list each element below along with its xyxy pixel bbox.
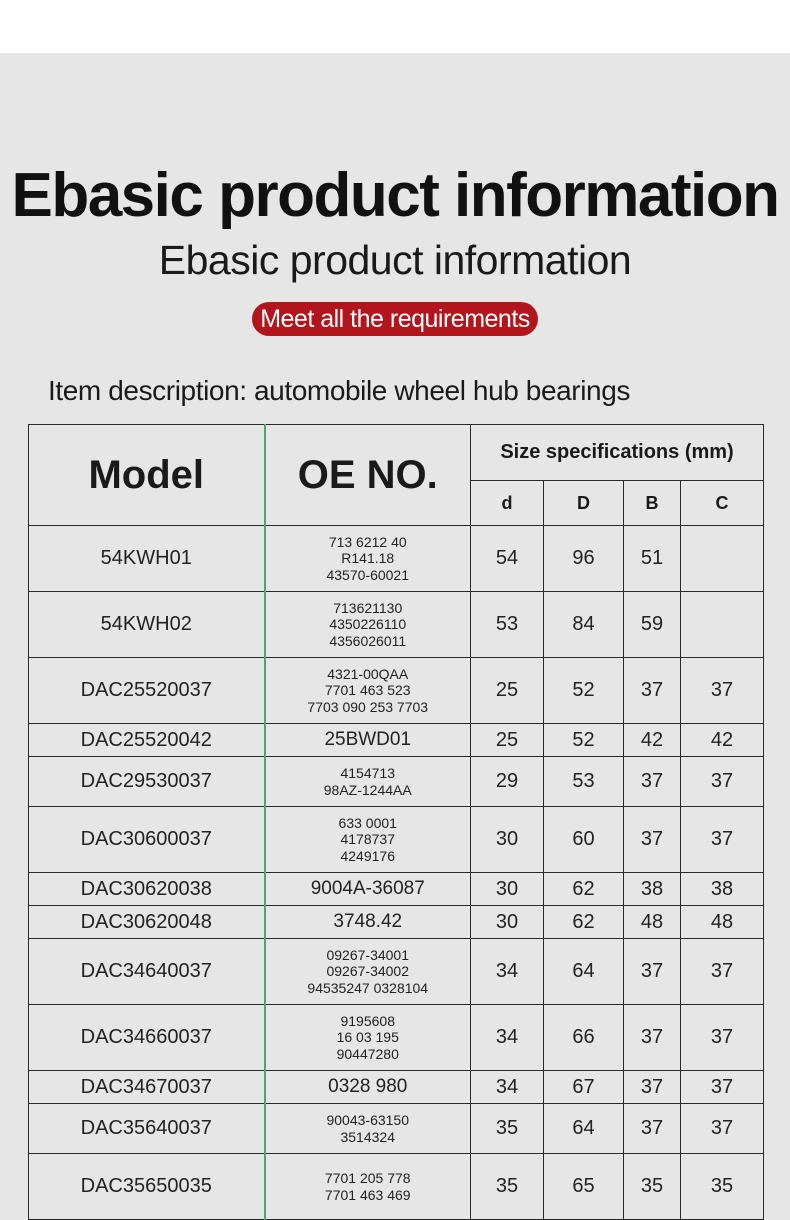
size-B-cell: 37 [624, 757, 681, 807]
model-cell: DAC30600037 [29, 807, 265, 873]
size-C-cell: 37 [681, 807, 764, 873]
oe-cell [265, 939, 471, 1005]
size-C-cell: 38 [681, 873, 764, 906]
size-B-cell: 37 [624, 1005, 681, 1071]
oe-number: 4154713 [340, 765, 395, 782]
model-cell: DAC25520037 [29, 658, 265, 724]
size-d-cell: 35 [471, 1154, 544, 1220]
size-C-cell [681, 526, 764, 592]
size-C-cell: 37 [681, 1104, 764, 1154]
size-d-cell: 25 [471, 658, 544, 724]
oe-number: 09267-34002 [326, 963, 410, 980]
size-C-cell: 37 [681, 658, 764, 724]
table-row [29, 592, 764, 658]
size-D-cell: 67 [544, 1071, 624, 1104]
oe-cell [265, 1154, 471, 1220]
size-D-cell: 65 [544, 1154, 624, 1220]
size-B-cell: 37 [624, 939, 681, 1005]
oe-number: 713 6212 40 [328, 534, 407, 551]
size-B-cell: 38 [624, 873, 681, 906]
header-oe-no: OE NO. [265, 425, 471, 526]
oe-cell [265, 873, 471, 906]
size-d-cell: 30 [471, 807, 544, 873]
size-d-cell: 30 [471, 906, 544, 939]
oe-number: 713621130 [333, 600, 403, 617]
oe-number: 633 0001 [338, 815, 397, 832]
requirements-badge: Meet all the requirements [252, 302, 538, 336]
model-cell: DAC34660037 [29, 1005, 265, 1071]
table-row [29, 807, 764, 873]
size-C-cell: 37 [681, 757, 764, 807]
oe-cell [265, 1005, 471, 1071]
oe-number: 90043-63150 [326, 1112, 410, 1129]
size-D-cell: 53 [544, 757, 624, 807]
size-C-cell: 37 [681, 1071, 764, 1104]
size-D-cell: 66 [544, 1005, 624, 1071]
model-cell: DAC25520042 [29, 724, 265, 757]
size-B-cell: 51 [624, 526, 681, 592]
model-cell: DAC29530037 [29, 757, 265, 807]
size-d-cell: 30 [471, 873, 544, 906]
header-model: Model [29, 425, 265, 526]
oe-number: 94535247 0328104 [307, 979, 429, 996]
model-cell: DAC35640037 [29, 1104, 265, 1154]
model-cell: DAC34640037 [29, 939, 265, 1005]
size-d-cell: 53 [471, 592, 544, 658]
oe-number: 3748.42 [333, 911, 403, 933]
table-row [29, 906, 764, 939]
oe-cell [265, 757, 471, 807]
size-B-cell: 37 [624, 807, 681, 873]
oe-number: 4321-00QAA [327, 666, 409, 683]
size-C-cell: 37 [681, 1005, 764, 1071]
oe-number: 4356026011 [329, 632, 407, 649]
header-C: C [681, 481, 764, 526]
size-B-cell: 35 [624, 1154, 681, 1220]
table-row [29, 873, 764, 906]
oe-number: 25BWD01 [324, 729, 412, 751]
model-cell: DAC34670037 [29, 1071, 265, 1104]
size-D-cell: 64 [544, 939, 624, 1005]
item-description: Item description: automobile wheel hub bearings [48, 375, 630, 406]
size-d-cell: 29 [471, 757, 544, 807]
spec-table [28, 424, 764, 1220]
table-row [29, 1154, 764, 1220]
size-C-cell: 48 [681, 906, 764, 939]
size-D-cell: 62 [544, 906, 624, 939]
header-B: B [624, 481, 681, 526]
size-C-cell [681, 592, 764, 658]
oe-number: 4350226110 [329, 616, 407, 633]
size-D-cell: 84 [544, 592, 624, 658]
size-d-cell: 35 [471, 1104, 544, 1154]
oe-number: 0328 980 [328, 1076, 408, 1098]
table-row [29, 658, 764, 724]
size-d-cell: 54 [471, 526, 544, 592]
table-row [29, 526, 764, 592]
header-d: d [471, 481, 544, 526]
model-cell: DAC35650035 [29, 1154, 265, 1220]
model-cell: DAC30620048 [29, 906, 265, 939]
oe-number: 9004A-36087 [310, 878, 425, 900]
size-D-cell: 62 [544, 873, 624, 906]
oe-number: 4249176 [340, 847, 395, 864]
oe-number: 98AZ-1244AA [323, 781, 412, 798]
size-d-cell: 34 [471, 1005, 544, 1071]
size-D-cell: 60 [544, 807, 624, 873]
oe-number: 09267-34001 [326, 947, 410, 964]
page-subtitle: Ebasic product information [158, 237, 632, 283]
size-B-cell: 59 [624, 592, 681, 658]
oe-cell [265, 1104, 471, 1154]
oe-number: 43570-60021 [326, 566, 410, 583]
table-row [29, 724, 764, 757]
oe-cell [265, 807, 471, 873]
oe-cell [265, 658, 471, 724]
size-C-cell: 37 [681, 939, 764, 1005]
oe-number: 7701 205 778 [324, 1170, 411, 1187]
oe-number: 7703 090 253 7703 [307, 698, 429, 715]
size-B-cell: 48 [624, 906, 681, 939]
oe-number: 7701 463 523 [324, 682, 411, 699]
oe-number: 90447280 [336, 1045, 399, 1062]
size-B-cell: 37 [624, 658, 681, 724]
size-D-cell: 96 [544, 526, 624, 592]
table-row [29, 757, 764, 807]
size-B-cell: 37 [624, 1104, 681, 1154]
oe-number: 9195608 [340, 1013, 395, 1030]
page-title: Ebasic product information [11, 161, 779, 230]
badge-wrap [0, 302, 790, 336]
table-row [29, 1005, 764, 1071]
table-row [29, 1071, 764, 1104]
oe-number: 4178737 [340, 831, 395, 848]
oe-cell [265, 1071, 471, 1104]
size-D-cell: 64 [544, 1104, 624, 1154]
size-D-cell: 52 [544, 658, 624, 724]
model-cell: DAC30620038 [29, 873, 265, 906]
oe-cell [265, 526, 471, 592]
table-row [29, 1104, 764, 1154]
oe-cell [265, 592, 471, 658]
top-white-band [0, 0, 790, 53]
header-size-specifications: Size specifications (mm) [471, 425, 764, 481]
size-D-cell: 52 [544, 724, 624, 757]
oe-number: 16 03 195 [336, 1029, 399, 1046]
size-d-cell: 25 [471, 724, 544, 757]
size-C-cell: 42 [681, 724, 764, 757]
spec-table-body [29, 526, 764, 1220]
model-cell: 54KWH02 [29, 592, 265, 658]
table-row [29, 939, 764, 1005]
size-d-cell: 34 [471, 939, 544, 1005]
oe-number: 7701 463 469 [324, 1186, 411, 1203]
size-B-cell: 37 [624, 1071, 681, 1104]
oe-cell [265, 724, 471, 757]
size-C-cell: 35 [681, 1154, 764, 1220]
size-B-cell: 42 [624, 724, 681, 757]
oe-number: R141.18 [341, 550, 395, 567]
oe-cell [265, 906, 471, 939]
size-d-cell: 34 [471, 1071, 544, 1104]
header-D: D [544, 481, 624, 526]
oe-number: 3514324 [340, 1128, 395, 1145]
model-cell: 54KWH01 [29, 526, 265, 592]
